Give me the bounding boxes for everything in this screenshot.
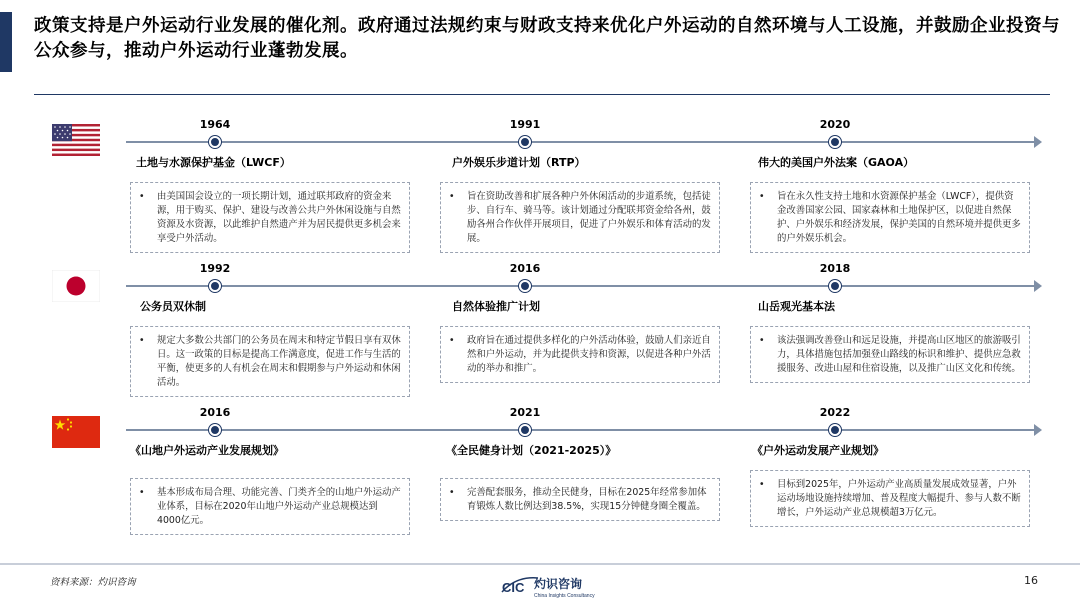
policy-text: 旨在资助改善和扩展各种户外休闲活动的步道系统，包括徒步、自行车、骑马等。该计划通过分配联邦资金给各州，鼓励各州合作伙伴开展项目，促进了户外娱乐和体育活动的发展。 <box>467 191 711 244</box>
timeline-dot <box>829 280 841 292</box>
policy-title: 《户外运动发展产业规划》 <box>752 444 884 457</box>
timeline-dot <box>519 280 531 292</box>
policy-title: 公务员双休制 <box>140 300 206 313</box>
timeline-dot <box>209 136 221 148</box>
policy-description <box>750 182 1030 253</box>
timeline-dot <box>829 424 841 436</box>
title-accent-bar <box>0 12 12 72</box>
bullet: • <box>139 487 145 498</box>
bullet: • <box>449 191 455 202</box>
timeline-line <box>126 285 1040 287</box>
timeline-year: 2016 <box>509 262 541 275</box>
timeline-year: 2018 <box>819 262 851 275</box>
logo-mark: CIC <box>502 580 525 595</box>
cic-logo <box>498 570 618 600</box>
policy-title: 土地与水源保护基金（LWCF） <box>136 156 291 169</box>
timeline-line <box>126 429 1040 431</box>
timeline-dot <box>519 136 531 148</box>
timeline-year: 2021 <box>509 406 541 419</box>
policy-text: 政府旨在通过提供多样化的户外活动体验，鼓励人们亲近自然和户外运动，并为此提供支持和资源，以促进各种户外活动的举办和推广。 <box>467 335 711 374</box>
header-divider <box>34 94 1050 95</box>
policy-text: 该法强调改善登山和远足设施，并提高山区地区的旅游吸引力，具体措施包括加强登山路线的标识和维护、提供应急救援服务、改进山屋和住宿设施，以及推广山区文化和传统。 <box>777 335 1021 374</box>
policy-description <box>440 326 720 383</box>
policy-description <box>750 326 1030 383</box>
timeline-year: 2022 <box>819 406 851 419</box>
policy-text: 旨在永久性支持土地和水资源保护基金（LWCF），提供资金改善国家公园、国家森林和土地保护区，以促进自然保护、户外娱乐和经济发展，保护美国的自然环境并提供更多的户外娱乐机会。 <box>777 191 1021 244</box>
timeline-dot <box>829 136 841 148</box>
policy-description <box>440 182 720 253</box>
source-note: 资料来源：灼识咨询 <box>50 577 136 588</box>
policy-title: 自然体验推广计划 <box>452 300 540 313</box>
policy-text: 规定大多数公共部门的公务员在周末和特定节假日享有双休日。这一政策的目标是提高工作满意度，促进工作与生活的平衡，使更多的人有机会在周末和假期参与户外运动和休闲活动。 <box>157 335 401 388</box>
bullet: • <box>139 191 145 202</box>
china-flag <box>52 416 100 448</box>
bullet: • <box>139 335 145 346</box>
timeline-dot <box>209 280 221 292</box>
policy-description <box>750 470 1030 527</box>
policy-text: 由美国国会设立的一项长期计划，通过联邦政府的资金来源，用于购买、保护、建设与改善公共户外休闲设施与自然资源及水资源，以此维护自然遗产并为居民提供更多机会来享受户外活动。 <box>157 191 401 244</box>
policy-description <box>130 478 410 535</box>
policy-description <box>440 478 720 521</box>
policy-description <box>130 326 410 397</box>
timeline-year: 2020 <box>819 118 851 131</box>
policy-title: 伟大的美国户外法案（GAOA） <box>758 156 915 169</box>
timeline-line <box>126 141 1040 143</box>
footer-divider <box>0 563 1080 565</box>
timeline-year: 2016 <box>199 406 231 419</box>
timeline-dot <box>519 424 531 436</box>
policy-title: 户外娱乐步道计划（RTP） <box>452 156 586 169</box>
policy-title: 山岳观光基本法 <box>758 300 835 313</box>
usa-flag <box>52 124 100 156</box>
logo-name: 灼识咨询 <box>534 577 583 591</box>
japan-flag <box>52 270 100 302</box>
policy-title: 《全民健身计划（2021-2025）》 <box>446 444 617 457</box>
bullet: • <box>449 335 455 346</box>
policy-text: 目标到2025年，户外运动产业高质量发展成效显著，户外运动场地设施持续增加、普及程度大幅提升、参与人数不断增长，户外运动产业总规模超3万亿元。 <box>777 479 1021 518</box>
page-number: 16 <box>1024 574 1038 587</box>
timeline-year: 1991 <box>509 118 541 131</box>
timeline-dot <box>209 424 221 436</box>
policy-title: 《山地户外运动产业发展规划》 <box>130 444 284 457</box>
page-headline: 政策支持是户外运动行业发展的催化剂。政府通过法规约束与财政支持来优化户外运动的自然环境与人工设施，并鼓励企业投资与公众参与，推动户外运动行业蓬勃发展。 <box>34 16 1060 61</box>
policy-text: 基本形成布局合理、功能完善、门类齐全的山地户外运动产业体系，目标在2020年山地户外运动产业总规模达到4000亿元。 <box>157 487 401 526</box>
bullet: • <box>759 191 765 202</box>
bullet: • <box>759 479 765 490</box>
policy-description <box>130 182 410 253</box>
logo-subtitle: China Insights Consultancy <box>534 593 595 599</box>
timeline-year: 1992 <box>199 262 231 275</box>
bullet: • <box>449 487 455 498</box>
policy-text: 完善配套服务，推动全民健身，目标在2025年经常参加体育锻炼人数比例达到38.5%，实现15分钟健身圈全覆盖。 <box>467 487 707 512</box>
bullet: • <box>759 335 765 346</box>
timeline-year: 1964 <box>199 118 231 131</box>
